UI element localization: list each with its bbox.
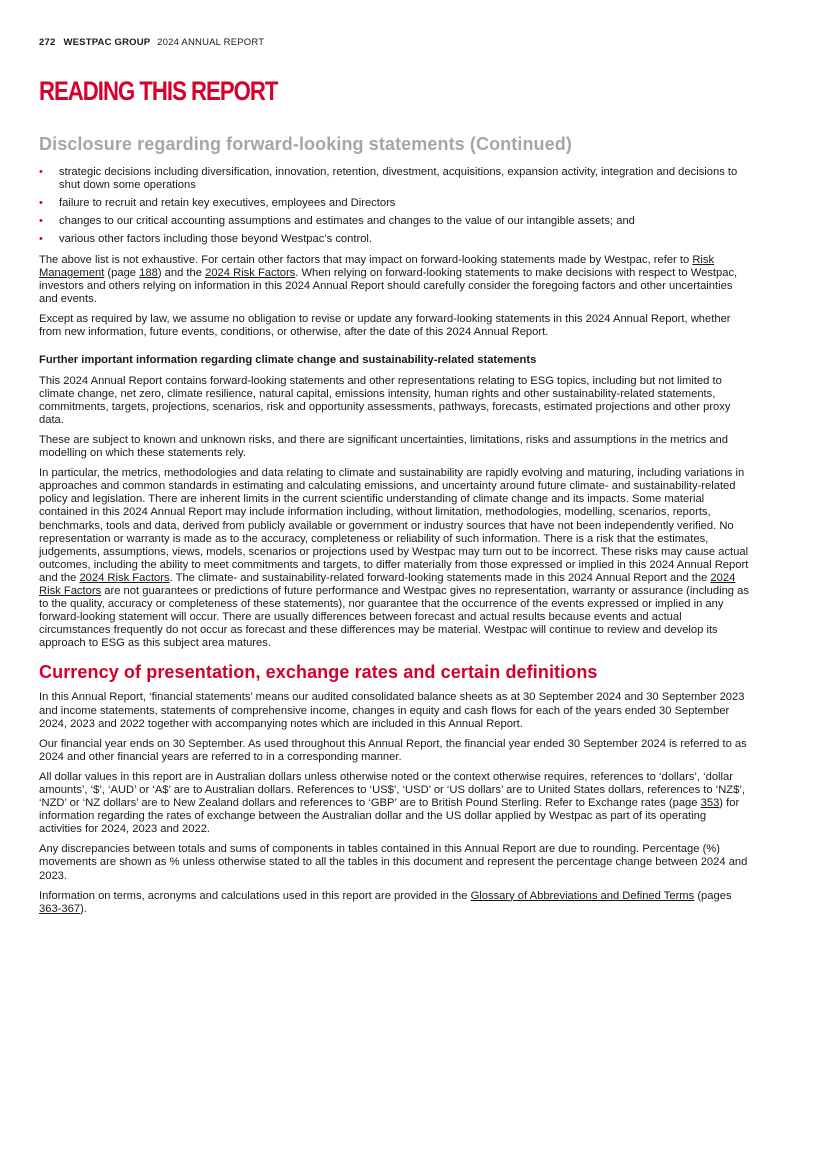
glossary-link[interactable]: Glossary of Abbreviations and Defined Terms: [470, 889, 695, 902]
list-item-text: failure to recruit and retain key executives, employees and Directors: [59, 197, 396, 209]
content: [39, 134, 751, 923]
page-number: 272: [39, 37, 56, 48]
currency-paragraph-4: Any discrepancies between totals and sums of components in tables contained in this Annual Report are due to rounding. Percentage (%) movements are shown as % unless otherwise stated to all the tables in this document and represent the percentage change between 2024 and 2023.: [39, 843, 748, 882]
currency-paragraph-2: Our financial year ends on 30 September. As used throughout this Annual Report, the financial year ended 30 September 2024 is referred to as 2024 and other financial years are referred to in a corresponding manner.: [39, 737, 747, 763]
currency-paragraph-1: In this Annual Report, ‘financial statements’ means our audited consolidated balance sheets as at 30 September 2024 and 30 September 2023 and income statements, statements of comprehensive income, changes in equity and cash flows for each of the years ended 30 September 2024, 2023 and 2022 together with accompanying notes which are included in this Annual Report.: [39, 691, 745, 730]
bullet-icon: •: [39, 197, 43, 209]
page-353-link[interactable]: 353: [700, 797, 720, 810]
list-item-text: strategic decisions including diversification, innovation, retention, divestment, acquisitions, expansion activity, integration and decisions to shut down some operations: [59, 166, 738, 191]
page-188-link[interactable]: 188: [139, 267, 158, 280]
forward-looking-heading: Disclosure regarding forward-looking statements (Continued): [39, 134, 572, 154]
list-item-text: changes to our critical accounting assumptions and estimates and changes to the value of our intangible assets; and: [59, 215, 635, 227]
forward-looking-paragraph-2: Except as required by law, we assume no obligation to revise or update any forward-looking statements in this 2024 Annual Report, whether from new information, future events, conditions, or otherwise, after the date of this 2024 Annual Report.: [39, 313, 731, 339]
currency-paragraph-5: Information on terms, acronyms and calculations used in this report are provided in the Glossary of Abbreviations and Defined Terms (pages 363-367).: [39, 889, 732, 915]
risk-factors-link[interactable]: 2024 Risk Factors: [79, 571, 170, 584]
risk-factors-link[interactable]: 2024 Risk Factors: [39, 571, 736, 597]
glossary-pages-link[interactable]: 363-367: [39, 902, 81, 915]
list-item: [39, 233, 751, 246]
list-item: [39, 215, 751, 228]
risk-factors-link[interactable]: 2024 Risk Factors: [205, 267, 296, 280]
currency-heading: Currency of presentation, exchange rates and certain definitions: [39, 662, 598, 683]
currency-paragraph-3: All dollar values in this report are in Australian dollars unless otherwise noted or the context otherwise requires, references to ‘dollars’, ‘dollar amounts’, ‘$’, ‘AUD’ or ‘A$’ are to Australian dollars. References to ‘US$’, ‘USD’ or ‘US dollars’ are to United States dollars, references to ‘NZ$’, ‘NZD’ or ‘NZ dollars’ are to New Zealand dollars and references to ‘GBP’ are to British Pound Sterling. Refer to Exchange rates (page 353) for information regarding the rates of exchange between the Australian dollar and the US dollar applied by Westpac as part of its operating activities for 2024, 2023 and 2022.: [39, 770, 745, 836]
climate-paragraph-1: This 2024 Annual Report contains forward-looking statements and other representations relating to ESG topics, including but not limited to climate change, net zero, climate resilience, natural capital, emissions intensity, human rights and other sustainability-related statements, commitments, targets, projections, scenarios, risk and opportunity assessments, pathways, forecasts, estimated projections and other proxy data.: [39, 374, 731, 426]
section-title: READING THIS REPORT: [39, 76, 278, 106]
running-header: [39, 37, 264, 48]
list-item: [39, 166, 751, 192]
climate-paragraph-3: In particular, the metrics, methodologies and data relating to climate and sustainability are rapidly evolving and maturing, including variations in approaches and common standards in estimating and calculating emissions, and uncertainty around future climate- and sustainability-related policy and legislation. There are inherent limits in the current scientific understanding of climate change and its impacts. Some material contained in this 2024 Annual Report may include information including, without limitation, methodologies, modelling, scenarios, reports, benchmarks, tools and data, derived from publicly available or government or industry sources that have not been independently verified. No representation or warranty is made as to the accuracy, completeness or reliability of such information. There is a risk that the estimates, judgements, assumptions, views, models, scenarios or projections used by Westpac may turn out to be incorrect. These risks may cause actual outcomes, including the ability to meet commitments and targets, to differ materially from those expressed or implied in this 2024 Annual Report and the 2024 Risk Factors. The climate- and sustainability-related forward-looking statements made in this 2024 Annual Report and the 2024 Risk Factors are not guarantees or predictions of future performance and Westpac gives no representation, warranty or assurance (including as to the quality, accuracy or completeness of these statements), nor guarantee that the occurrence of the events expressed or implied in any forward-looking statement will occur. There are usually differences between forecast and actual results because events and actual circumstances frequently do not occur as forecast and these differences may be material. Westpac will continue to review and develop its approach to ESG as this subject area matures.: [39, 467, 749, 650]
climate-heading: Further important information regarding climate change and sustainability-related statements: [39, 353, 537, 366]
bullet-icon: •: [39, 233, 43, 245]
forward-looking-paragraph-1: The above list is not exhaustive. For certain other factors that may impact on forward-looking statements made by Westpac, refer to Risk Management (page 188) and the 2024 Risk Factors. When relying on forward-looking statements to make decisions with respect to Westpac, investors and others relying on information in this 2024 Annual Report should carefully consider the foregoing factors and other uncertainties and events.: [39, 254, 738, 306]
list-item: [39, 197, 751, 210]
risk-factor-list: [39, 166, 751, 246]
climate-paragraph-2: These are subject to known and unknown risks, and there are significant uncertainties, limitations, risks and assumptions in the metrics and modelling on which these statements rely.: [39, 433, 728, 460]
bullet-icon: •: [39, 166, 43, 178]
list-item-text: various other factors including those beyond Westpac’s control.: [59, 233, 373, 245]
header-group: WESTPAC GROUP: [63, 37, 151, 48]
risk-management-link[interactable]: Risk Management: [39, 254, 715, 280]
bullet-icon: •: [39, 215, 43, 227]
header-report: 2024 ANNUAL REPORT: [157, 37, 265, 48]
